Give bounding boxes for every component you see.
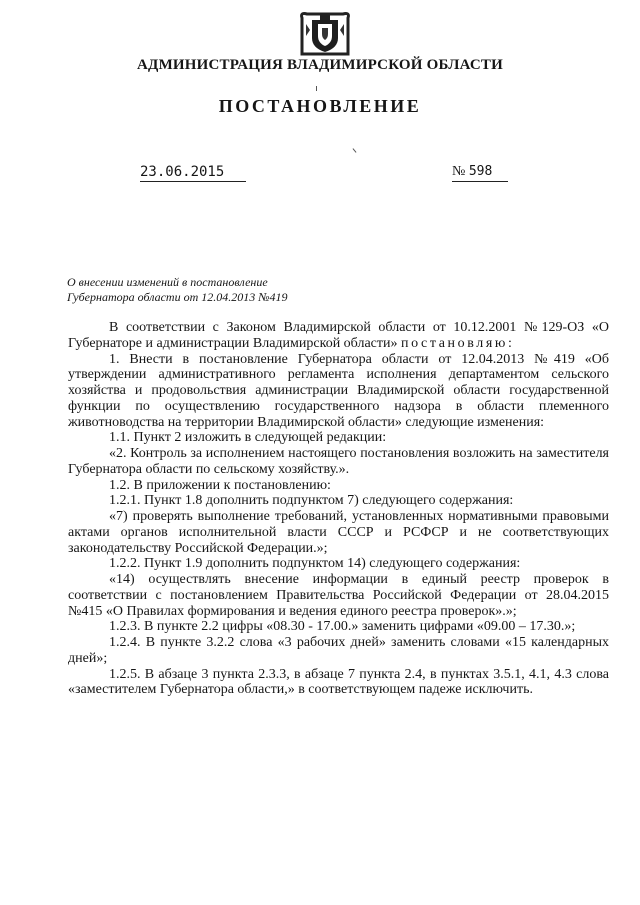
paragraph: 1.2. В приложении к постановлению: [109,477,331,493]
scan-mark [353,148,357,152]
document-subject [67,275,397,305]
paragraph: «7) проверять выполнение требований, установленных нормативными правовыми актами органов исполнительной власти СССР и РСФСР и не соответствующих законодательству Российской Федерации.»; [68,509,609,556]
number-value: 598 [468,164,493,179]
document-number [452,164,508,182]
subject-line: Губернатора области от 12.04.2013 №419 [67,290,288,304]
subject-line: О внесении изменений в постановление [67,275,268,289]
document-body [68,320,609,698]
paragraph: 1.2.2. Пункт 1.9 дополнить подпунктом 14) следующего содержания: [109,556,521,572]
paragraph: «2. Контроль за исполнением настоящего постановления возложить на заместителя Губернатора области по сельскому хозяйству.». [68,446,609,477]
paragraph: 1.2.5. В абзаце 3 пункта 2.3.3, в абзаце 7 пункта 2.4, в пунктах 3.5.1, 4.1, 4.3 слова «заместителем Губернатора области,» в соответствующем падеже исключить. [68,666,609,698]
organization-heading: АДМИНИСТРАЦИЯ ВЛАДИМИРСКОЙ ОБЛАСТИ [137,57,503,73]
coat-of-arms-icon [298,10,352,60]
document-date: 23.06.2015 [140,164,246,182]
number-label: № [452,164,466,179]
preamble-text: В соответствии с Законом Владимирской области от 10.12.2001 №129-ОЗ «О Губернаторе и администрации Владимирской области» [68,320,609,351]
paragraph: 1.2.1. Пункт 1.8 дополнить подпунктом 7) следующего содержания: [109,493,514,509]
paragraph: «14) осуществлять внесение информации в единый реестр проверок в соответствии с постановлением Правительства Российской Федерации от 28.04.2015 №415 «О Правилах формирования и ведения единого реестра проверок».»; [68,572,609,619]
paragraph: 1.1. Пункт 2 изложить в следующей редакции: [109,430,387,446]
scan-mark [316,86,317,91]
paragraph: 1. Внести в постановление Губернатора области от 12.04.2013 №419 «Об утверждении административного регламента исполнения департаментом сельского хозяйства и продовольствия администрации Владимирской области государственной функции по осуществлению государственного надзора в области племенного животноводства на территории Владимирской области» следующие изменения: [68,351,609,430]
document-type-heading: ПОСТАНОВЛЕНИЕ [218,96,422,116]
preamble [68,320,609,352]
decree-word: постановляю: [400,335,515,351]
paragraph: 1.2.4. В пункте 3.2.2 слова «3 рабочих дней» заменить словами «15 календарных дней»; [68,635,609,666]
paragraph: 1.2.3. В пункте 2.2 цифры «08.30 - 17.00.» заменить цифрами «09.00 – 17.30.»; [109,619,576,635]
